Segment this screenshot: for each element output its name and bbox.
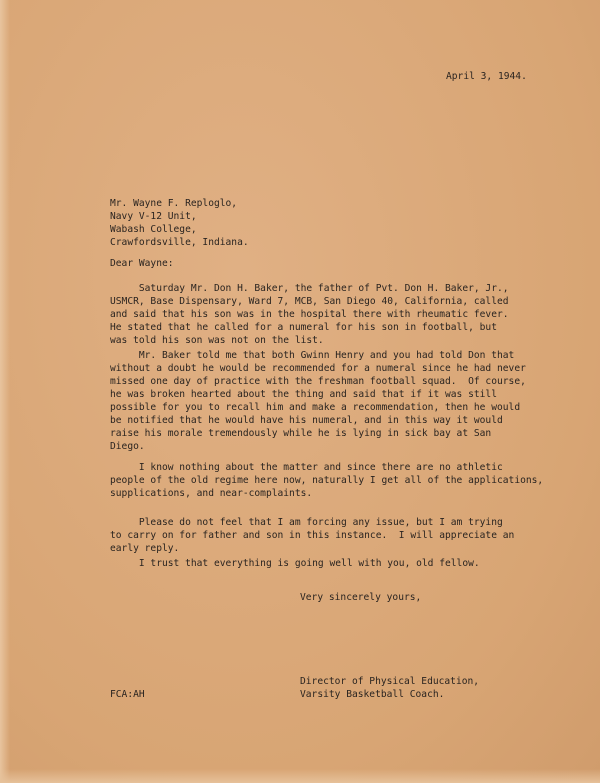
body-line: and said that his son was in the hospital there with rheumatic fever. — [110, 309, 509, 320]
body-paragraph-2 — [110, 349, 550, 453]
body-line: missed one day of practice with the freshman football squad. Of course, — [110, 376, 526, 387]
body-line: He stated that he called for a numeral for his son in football, but — [110, 322, 497, 333]
signature-title: Director of Physical Education, — [300, 676, 480, 687]
reference-initials: FCA:AH — [110, 689, 145, 700]
letter-date: April 3, 1944. — [446, 71, 527, 82]
body-line: be notified that he would have his numeral, and in this way it would — [110, 415, 503, 426]
salutation: Dear Wayne: — [110, 258, 174, 269]
address-line: Wabash College, — [110, 224, 197, 235]
body-line: supplications, and near-complaints. — [110, 488, 313, 499]
body-line: I know nothing about the matter and since there are no athletic — [110, 462, 503, 473]
body-line: I trust that everything is going well with you, old fellow. — [110, 558, 480, 569]
body-line: raise his morale tremendously while he is lying in sick bay at San — [110, 428, 492, 439]
body-paragraph-4 — [110, 516, 550, 555]
address-line: Crawfordsville, Indiana. — [110, 237, 249, 248]
body-paragraph-5 — [110, 557, 550, 570]
body-line: to carry on for father and son in this instance. I will appreciate an — [110, 530, 515, 541]
complimentary-closing: Very sincerely yours, — [300, 592, 422, 603]
body-paragraph-3 — [110, 461, 550, 500]
body-line: he was broken hearted about the thing and said that if it was still — [110, 389, 497, 400]
body-line: early reply. — [110, 543, 180, 554]
paper-edge-left — [0, 0, 10, 783]
body-line: USMCR, Base Dispensary, Ward 7, MCB, San Diego 40, California, called — [110, 296, 509, 307]
body-line: Diego. — [110, 441, 145, 452]
address-line: Mr. Wayne F. Reploglo, — [110, 198, 238, 209]
body-paragraph-1 — [110, 282, 550, 347]
signature-block — [300, 675, 479, 701]
signature-title: Varsity Basketball Coach. — [300, 689, 445, 700]
body-line: possible for you to recall him and make a recommendation, then he would — [110, 402, 521, 413]
body-line: Saturday Mr. Don H. Baker, the father of Pvt. Don H. Baker, Jr., — [110, 283, 509, 294]
body-line: was told his son was not on the list. — [110, 335, 324, 346]
body-line: Mr. Baker told me that both Gwinn Henry and you had told Don that — [110, 350, 515, 361]
body-line: people of the old regime here now, naturally I get all of the applications, — [110, 475, 544, 486]
paper-edge-bottom — [0, 769, 600, 783]
body-line: without a doubt he would be recommended for a numeral since he had never — [110, 363, 526, 374]
address-line: Navy V-12 Unit, — [110, 211, 197, 222]
body-line: Please do not feel that I am forcing any issue, but I am trying — [110, 517, 503, 528]
recipient-address — [110, 197, 249, 249]
